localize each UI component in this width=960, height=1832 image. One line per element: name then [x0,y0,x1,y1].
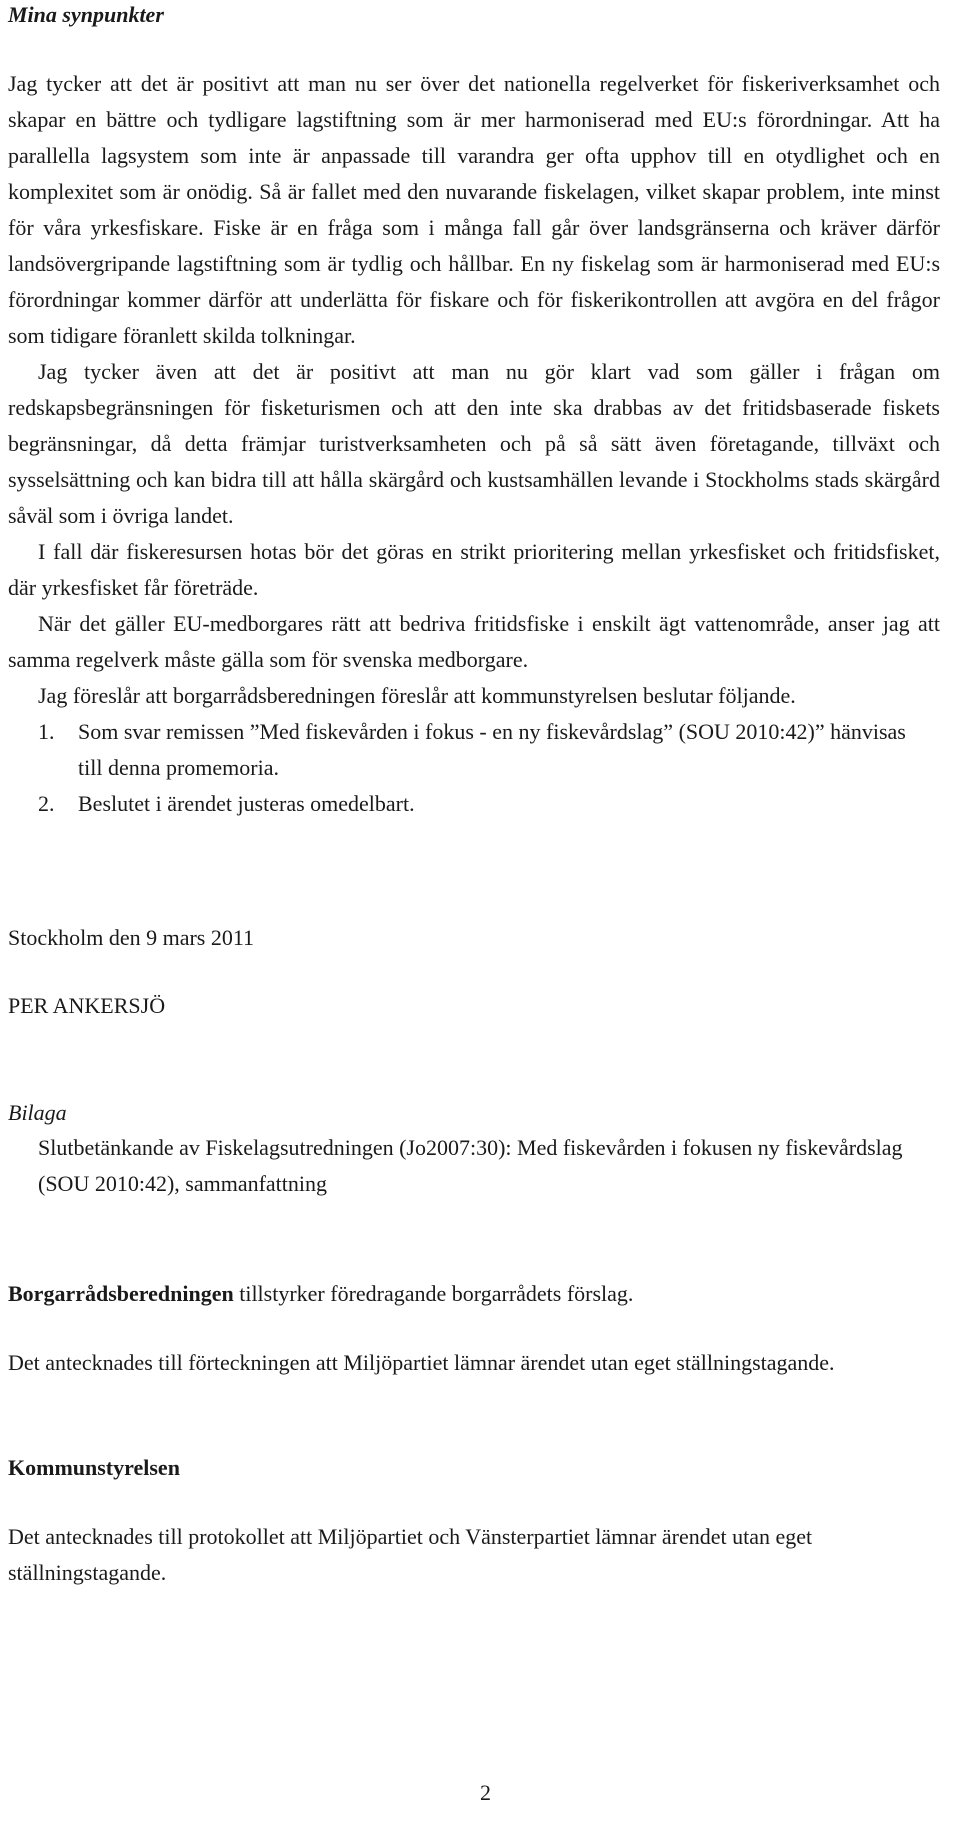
paragraph-priority: I fall där fiskeresursen hotas bör det göras en strikt prioritering mellan yrkesfisket och fritidsfisket, där yrkesfisket får företräde. [8,539,940,600]
green-party-note: Det antecknades till förteckningen att Miljöpartiet lämnar ärendet utan eget ställningstagande. [8,1350,835,1375]
council-preparation [8,1276,940,1312]
council-preparation-text: tillstyrker föredragande borgarrådets förslag. [233,1281,634,1306]
proposal-item [8,786,940,822]
board-note: Det antecknades till protokollet att Miljöpartiet och Vänsterpartiet lämnar ärendet utan eget ställningstagande. [8,1524,813,1585]
page-number: 2 [480,1780,491,1805]
section-title: Mina synpunkter [8,2,164,27]
proposal-number: 1. [38,719,55,744]
paragraph-eu-citizens: När det gäller EU-medborgares rätt att bedriva fritidsfiske i enskilt ägt vattenområde, anser jag att samma regelverk måste gälla som för svenska medborgare. [8,611,940,672]
council-preparation-label: Borgarrådsberedningen [8,1281,234,1306]
attachment-label: Bilaga [8,1100,67,1125]
proposal-number: 2. [38,791,55,816]
signing-place-date: Stockholm den 9 mars 2011 [8,925,255,950]
paragraph-proposal-intro: Jag föreslår att borgarrådsberedningen föreslår att kommunstyrelsen beslutar följande. [38,683,796,708]
board-heading: Kommunstyrelsen [8,1455,180,1480]
proposal-list [8,714,940,822]
paragraph-regulation: Jag tycker att det är positivt att man nu ser över det nationella regelverket för fiskeriverksamhet och skapar en bättre och tydligare lagstiftning som är mer harmoniserad med EU:s förordningar. Att ha parallella lagsystem som inte är anpassade till varandra ger ofta upphov till en otydlighet och en komplexitet som är onödig. Så är fallet med den nuvarande fiskelagen, vilket skapar problem, inte minst för våra yrkesfiskare. Fiske är en fråga som i många fall går över landsgränserna och kräver därför landsövergripande lagstiftning som är tydlig och hållbar. En ny fiskelag som är harmoniserad med EU:s förordningar kommer därför att underlätta för fiskare och för fiskerikontrollen att avgöra en del frågor som tidigare föranlett skilda tolkningar. [8,71,940,348]
signer-name: PER ANKERSJÖ [8,993,166,1018]
proposal-item [8,714,940,786]
main-body [8,66,940,822]
paragraph-fishing-tourism: Jag tycker även att det är positivt att man nu gör klart vad som gäller i frågan om redskapsbegränsningen för fisketurismen och att den inte ska drabbas av det fritidsbaserade fiskets begränsningar, då detta främjar turistverksamheten och på så sätt även företagande, tillväxt och sysselsättning och kan bidra till att hålla skärgård och kustsamhällen levande i Stockholms stads skärgård såväl som i övriga landet. [8,359,940,528]
attachment-text: Slutbetänkande av Fiskelagsutredningen (Jo2007:30): Med fiskevården i fokusen ny fiskevårdslag (SOU 2010:42), sammanfattning [38,1135,903,1196]
proposal-text: Som svar remissen ”Med fiskevården i fokus - en ny fiskevårdslag” (SOU 2010:42)” hänvisas till denna promemoria. [78,719,906,780]
proposal-text: Beslutet i ärendet justeras omedelbart. [78,791,415,816]
